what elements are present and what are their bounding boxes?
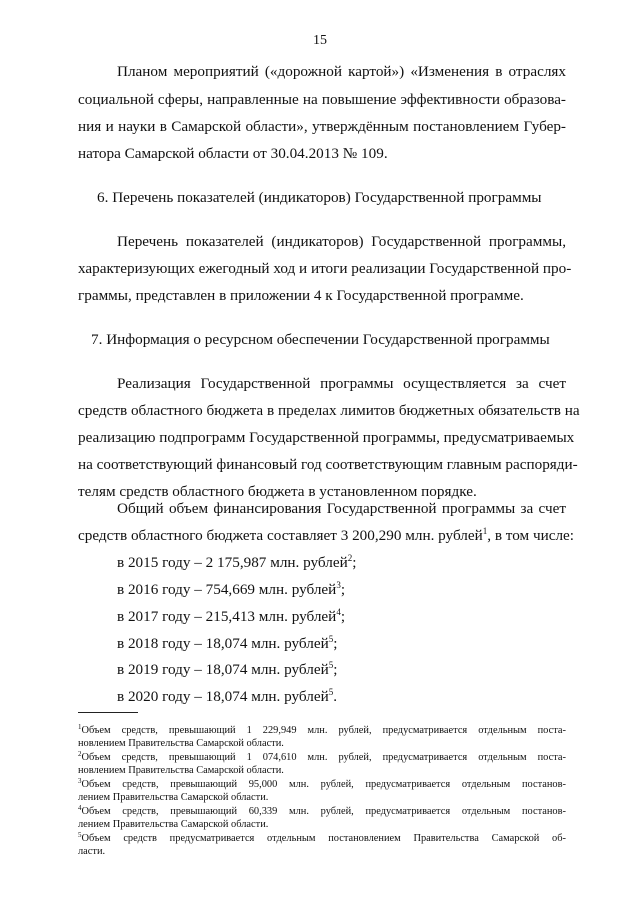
footnote-line: новлением Правительства Самарской области. xyxy=(78,765,284,776)
paragraph-line: Перечень показателей (индикаторов) Государственной программы, xyxy=(117,233,566,250)
footnote-ref: 5 xyxy=(328,634,334,644)
footnote-line: $^5$Объем средств предусматривается отдельным постановлением Правительства Самарской об- xyxy=(78,831,566,844)
section-heading-6: 6. Перечень показателей (индикаторов) Государственной программы xyxy=(97,189,542,206)
paragraph-line: натора Самарской области от 30.04.2013 № 109. xyxy=(78,145,388,162)
footnote-ref: 5 xyxy=(328,660,334,670)
footnote-ref: 5 xyxy=(328,687,334,697)
footnote-line: ласти. xyxy=(78,846,106,857)
paragraph-line: на соответствующий финансовый год соответствующим главным распоряди- xyxy=(78,456,578,473)
paragraph-line: средств областного бюджета составляет 3 200,290 млн. рублей$^1$, в том числе: xyxy=(78,526,575,544)
paragraph-line: Общий объем финансирования Государственной программы за счет xyxy=(117,500,566,517)
footnote-line: новлением Правительства Самарской области. xyxy=(78,738,284,749)
footnote-line: $^2$Объем средств, превышающий 1 074,610 млн. рублей, предусматривается отдельным поста- xyxy=(78,750,566,763)
paragraph-line: телям средств областного бюджета в установленном порядке. xyxy=(78,483,477,500)
paragraph-line: характеризующих ежегодный ход и итоги реализации Государственной про- xyxy=(78,260,572,277)
paragraph-line: реализацию подпрограмм Государственной программы, предусматриваемых xyxy=(78,429,575,446)
paragraph-line: средств областного бюджета в пределах лимитов бюджетных обязательств на xyxy=(78,402,580,419)
footnote-ref: 3 xyxy=(336,580,341,590)
footnote-line: $^1$Объем средств, превышающий 1 229,949 млн. рублей, предусматривается отдельным поста- xyxy=(78,723,566,736)
paragraph-line: Планом мероприятий («дорожной картой») «Изменения в отраслях xyxy=(117,63,566,80)
funding-year-line: в 2017 году – 215,413 млн. рублей$^4$; xyxy=(117,607,346,625)
paragraph-line: граммы, представлен в приложении 4 к Государственной программе. xyxy=(78,287,524,304)
footnote-line: лением Правительства Самарской области. xyxy=(78,819,269,830)
funding-year-line: в 2015 году – 2 175,987 млн. рублей$^2$; xyxy=(117,553,357,571)
paragraph-line: ния и науки в Самарской области», утверждённым постановлением Губер- xyxy=(78,118,566,135)
section-heading-7: 7. Информация о ресурсном обеспечении Государственной программы xyxy=(91,331,550,348)
page-number: 15 xyxy=(313,33,327,48)
footnote-line: $^4$Объем средств, превышающий 60,339 млн. рублей, предусматривается отдельным постанов- xyxy=(78,804,566,817)
footnote-line: лением Правительства Самарской области. xyxy=(78,792,269,803)
funding-year-line: в 2016 году – 754,669 млн. рублей$^3$; xyxy=(117,580,346,598)
footnote-ref: 4 xyxy=(336,607,341,617)
footnote-line: $^3$Объем средств, превышающий 95,000 млн. рублей, предусматривается отдельным постанов- xyxy=(78,777,566,790)
paragraph-line: социальной сферы, направленные на повышение эффективности образова- xyxy=(78,91,566,108)
funding-year-line: в 2020 году – 18,074 млн. рублей$^5$. xyxy=(117,687,338,705)
footnote-ref: 2 xyxy=(347,553,353,563)
footnote-ref: 1 xyxy=(482,526,488,536)
footnote-separator xyxy=(78,712,138,713)
funding-year-line: в 2018 году – 18,074 млн. рублей$^5$; xyxy=(117,634,338,652)
funding-year-line: в 2019 году – 18,074 млн. рублей$^5$; xyxy=(117,660,338,678)
paragraph-line: Реализация Государственной программы осуществляется за счет xyxy=(117,375,566,392)
